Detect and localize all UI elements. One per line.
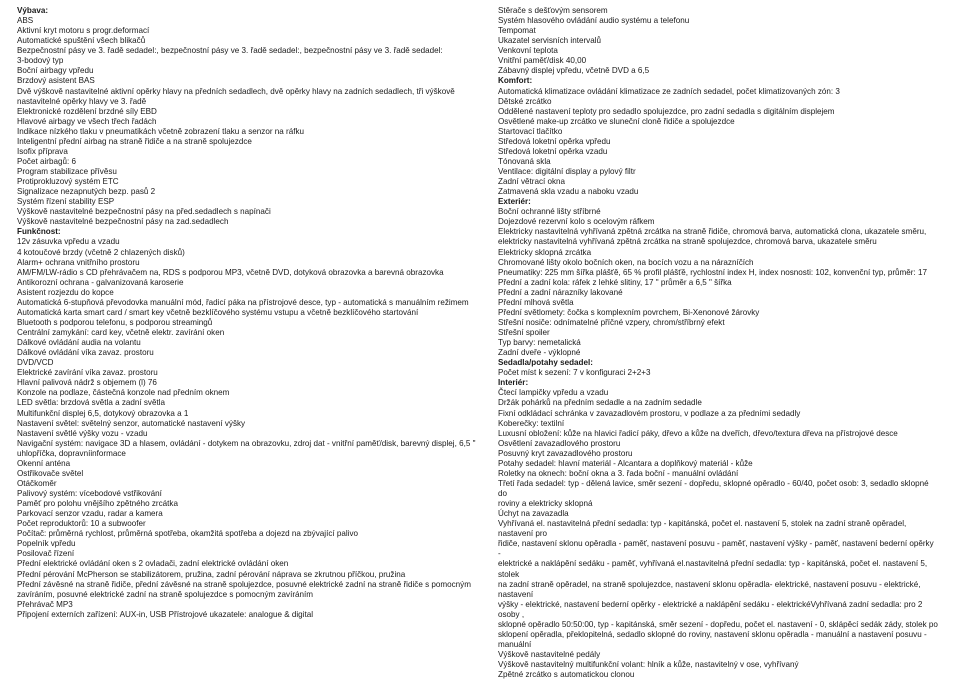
equipment-line: Počet reproduktorů: 10 a subwoofer — [17, 519, 146, 529]
equipment-line: Elektrické zavírání víka zavaz. prostoru — [17, 368, 158, 378]
equipment-line: Paměť pro polohu vnějšího zpětného zrcátka — [17, 499, 178, 509]
equipment-line: Přední mlhová světla — [498, 297, 574, 307]
equipment-line: Elektricky nastavitelná vyhřívaná zpětná zrcátka na straně řidiče, chromová barva, automatická clona, ukazatele směru, — [498, 227, 927, 237]
equipment-line: zavíráním, posuvné elektrické zadní na straně spolujezdce s pomocným zavíráním — [17, 589, 314, 599]
equipment-line: Přehrávač MP3 — [17, 599, 73, 609]
equipment-line: Střešní nosiče: odnímatelné příčné vzpery, chrom/stříbrný efekt — [498, 317, 725, 327]
equipment-line: Počet airbagů: 6 — [17, 156, 76, 166]
equipment-line: Automatická 6-stupňová převodovka manuální mód, řadicí páka na přístrojové desce, typ - automatická s manuálním režimem — [17, 297, 469, 307]
equipment-line: Tónovaná skla — [498, 156, 551, 166]
equipment-line: roviny a elektricky sklopná — [498, 499, 593, 509]
equipment-column-left — [17, 6, 477, 620]
equipment-line: Koberečky: textilní — [498, 418, 565, 428]
equipment-line: Bezpečnostní pásy ve 3. řadě sedadel:, bezpečnostní pásy ve 3. řadě sedadel:, bezpečnostní pásy ve 3. řadě sedadel: — [17, 46, 443, 56]
equipment-line: Výškově nastavitelné bezpečnostní pásy na zad.sedadlech — [17, 217, 229, 227]
equipment-line: Typ barvy: nemetalická — [498, 338, 581, 348]
equipment-line: Program stabilizace přívěsu — [17, 167, 117, 176]
equipment-line: Střešní spoiler — [498, 328, 550, 337]
equipment-line: Stěrače s dešťovým sensorem — [498, 6, 608, 15]
equipment-line: Indikace nízkého tlaku v pneumatikách včetně zobrazení tlaku a senzor na ráfku — [17, 126, 305, 136]
equipment-line: Inteligentní přední airbag na straně řidiče a na straně spolujezdce — [17, 136, 252, 146]
equipment-line: Okenní anténa — [17, 458, 71, 468]
equipment-line: Dálkové ovládání víka zavaz. prostoru — [17, 348, 154, 358]
equipment-line: Antikorozní ochrana - galvanizovaná karoserie — [17, 277, 184, 287]
equipment-line: Úchyt na zavazadla — [498, 509, 569, 519]
equipment-line: Přední a zadní kola: ráfek z lehké slitiny, 17 " průměr a 6,5 " šířka — [498, 277, 732, 287]
equipment-line: Palivový systém: vícebodové vstřikování — [17, 489, 162, 498]
equipment-line: Navigační systém: navigace 3D a hlasem, ovládání - dotykem na obrazovku, zdroj dat - vnitřní paměť/disk, barevný displej, 6,5 " — [17, 438, 476, 448]
equipment-line: Systém hlasového ovládání audio systému a telefonu — [498, 16, 690, 26]
equipment-line: elektrické a naklápění sedáku - paměť, vyhřívaná el.nastavitelná přední sedadla: typ - kapitánská, počet el. nastavení 5, stolek — [498, 559, 928, 579]
equipment-line: Zpětné zrcátko s automatickou clonou — [498, 670, 635, 680]
equipment-line: Přední závěsné na straně řidiče, přední závěsné na straně spolujezdce, posuvné elektrické zadní na straně řidiče s pomocným — [17, 579, 471, 589]
equipment-line: Tempomat — [498, 26, 536, 36]
equipment-line: Konzole na podlaze, částečná konzole nad předním oknem — [17, 388, 230, 398]
section-heading: Funkčnost: — [17, 227, 61, 237]
equipment-line: Dojezdové rezervní kolo s ocelovým ráfkem — [498, 217, 655, 227]
equipment-line: Dětské zrcátko — [498, 96, 552, 106]
equipment-line: Přední pérování McPherson se stabilizátorem, pružina, zadní pérování náprava se zkrutnou příčkou, pružina — [17, 569, 406, 579]
equipment-line: Signalizace nezapnutých bezp. pasů 2 — [17, 187, 156, 197]
equipment-line: na zadní straně opěradel, na straně spolujezdce, nastavení sklonu opěradla- elektrické, nastavení posuvu - elektrické, nastavení — [498, 579, 921, 599]
equipment-line: LED světla: brzdová světla a zadní světla — [17, 398, 166, 408]
equipment-line: Zadní větrací okna — [498, 177, 566, 187]
equipment-line: Venkovní teplota — [498, 46, 558, 56]
equipment-line: Dvě výškově nastavitelné aktivní opěrky hlavy na předních sedadlech, dvě opěrky hlavy na zadních sedadlech, tři výškově — [17, 86, 455, 96]
equipment-line: Protiprokluzový systém ETC — [17, 177, 119, 187]
equipment-line: Startovací tlačítko — [498, 126, 563, 136]
equipment-line: Ventilace: digitální display a pylový filtr — [498, 167, 636, 176]
equipment-line: Zatmavená skla vzadu a naboku vzadu — [498, 187, 639, 197]
equipment-line: Oddělené nastavení teploty pro sedadlo spolujezdce, pro zadní sedadla s digitálním displejem — [498, 106, 835, 116]
equipment-line: Připojení externích zařízení: AUX-in, USB Přístrojové ukazatele: analogue & digital — [17, 609, 314, 619]
equipment-line: Zadní dveře - výklopné — [498, 348, 581, 358]
equipment-line: Potahy sedadel: hlavní materiál - Alcantara a doplňkový materiál - kůže — [498, 458, 753, 468]
equipment-line: Luxusní obložení: kůže na hlavici řadicí páky, dřevo a kůže na dveřích, dřevo/textura dřeva na přístrojové desce — [498, 428, 898, 438]
equipment-line: Hlavní palivová nádrž s objemem (l) 76 — [17, 378, 157, 388]
equipment-line: Osvětlení zavazadlového prostoru — [498, 438, 621, 448]
equipment-line: řidiče, nastavení sklonu opěradla - paměť, nastavení posuvu - paměť, nastavení výšky - paměť, nastavení bederní opěrky - — [498, 539, 934, 559]
equipment-line: Počítač: průměrná rychlost, průměrná spotřeba, okamžitá spotřeba a dojezd na zbývající palivo — [17, 529, 359, 539]
equipment-line: Zábavný displej vpředu, včetně DVD a 6,5 — [498, 66, 650, 76]
equipment-line: Popelník vpředu — [17, 539, 76, 549]
equipment-line: Centrální zamykání: card key, včetně elektr. zavírání oken — [17, 328, 225, 337]
equipment-line: Posuvný kryt zavazadlového prostoru — [498, 448, 633, 458]
equipment-line: Osvětlené make-up zrcátko ve sluneční cloně řidiče a spolujezdce — [498, 116, 735, 126]
equipment-column-right — [498, 6, 938, 680]
equipment-line: Systém řízení stability ESP — [17, 197, 115, 207]
equipment-line: AM/FM/LW-rádio s CD přehrávačem na, RDS s podporou MP3, včetně DVD, dotyková obrazovka a barevná obrazovka — [17, 267, 444, 277]
equipment-line: Boční ochranné lišty stříbrné — [498, 207, 601, 217]
equipment-line: Automatické spuštění všech blikačů — [17, 36, 146, 46]
equipment-line: Přední a zadní nárazníky lakované — [498, 287, 623, 297]
equipment-line: Třetí řada sedadel: typ - dělená lavice, směr sezení - dopředu, sklopné opěradlo - 60/40, počet osob: 3, sedadlo sklopné do — [498, 478, 929, 498]
equipment-line: Nastavení světel: světelný senzor, automatické nastavení výšky — [17, 418, 246, 428]
equipment-line: Pneumatiky: 225 mm šířka plášťě, 65 % profil plášťě, rychlostní index H, index nosnosti: 102, konvenční typ, průměr: 17 — [498, 267, 927, 277]
equipment-line: Aktivní kryt motoru s progr.deformací — [17, 26, 150, 36]
equipment-line: Přední světlomety: čočka s komplexním povrchem, Bi-Xenonové žárovky — [498, 307, 760, 317]
equipment-line: Držák pohárků na předním sedadle a na zadním sedadle — [498, 398, 702, 408]
equipment-line: uhlopříčka, dopravníinformace — [17, 448, 126, 458]
equipment-line: Vnitřní paměť/disk 40,00 — [498, 56, 587, 66]
equipment-line: Otáčkoměr — [17, 478, 57, 488]
equipment-line: Parkovací senzor vzadu, radar a kamera — [17, 509, 163, 519]
equipment-line: Asistent rozjezdu do kopce — [17, 287, 114, 297]
equipment-line: Roletky na oknech: boční okna a 3. řada boční - manuální ovládání — [498, 468, 739, 478]
equipment-line: Dálkové ovládání audia na volantu — [17, 338, 141, 348]
equipment-line: Výškově nastavitelné pedály — [498, 650, 601, 659]
section-heading: Interiér: — [498, 378, 529, 388]
section-heading: Výbava: — [17, 6, 49, 15]
equipment-line: Čtecí lampičky vpředu a vzadu — [498, 388, 609, 398]
section-heading: Komfort: — [498, 76, 533, 86]
equipment-line: sklopení opěradla, překlopitelná, sedadlo sklopné do roviny, nastavení sklonu opěradla - manuální a nastavení posuvu - — [498, 629, 927, 639]
equipment-line: Výškově nastavitelný multifunkční volant: hlník a kůže, nastavitelný v ose, vyhřívaný — [498, 660, 799, 670]
equipment-line: 3-bodový typ — [17, 56, 64, 66]
equipment-line: Automatická klimatizace ovládání klimatizace ze zadních sedadel, počet klimatizovaných zón: 3 — [498, 86, 840, 96]
equipment-line: Nastavení světlé výšky vozu - vzadu — [17, 428, 148, 438]
equipment-line: Vyhřívaná el. nastavitelná přední sedadla: typ - kapitánská, počet el. nastavení 5, stolek na zadní straně opěradel, nastavení pro — [498, 519, 907, 539]
equipment-line: Elektricky sklopná zrcátka — [498, 247, 592, 257]
equipment-line: Přední elektrické ovládání oken s 2 ovladači, zadní elektrické ovládání oken — [17, 559, 289, 569]
equipment-line: Posilovač řízení — [17, 549, 75, 559]
equipment-line: Fixní odkládací schránka v zavazadlovém prostoru, v podlaze a za předními sedadly — [498, 408, 801, 418]
equipment-line: sklopné opěradlo 50:50:00, typ - kapitánská, směr sezení - dopředu, počet el. nastavení - 0, sklápěcí sedák zády, stolek po — [498, 619, 938, 629]
equipment-line: Elektronické rozdělení brzdné síly EBD — [17, 106, 157, 116]
equipment-line: Brzdový asistent BAS — [17, 76, 95, 86]
equipment-line: Středová loketní opěrka vpředu — [498, 136, 611, 146]
equipment-line: Ostřikovače světel — [17, 468, 84, 478]
equipment-line: Středová loketní opěrka vzadu — [498, 146, 608, 156]
equipment-line: Výškově nastavitelné bezpečnostní pásy na před.sedadlech s napínači — [17, 207, 271, 217]
equipment-line: Chromované lišty okolo bočních oken, na bocích vozu a na nárazníčích — [498, 257, 754, 267]
equipment-line: výšky - elektrické, nastavení bederní opěrky - elektrické a naklápění sedáku - elektrickéVyhřívaná zadní sedadla: pro 2 osoby , — [498, 599, 923, 619]
equipment-line: ABS — [17, 16, 34, 26]
equipment-line: elektricky nastavitelná vyhřívaná zpětná zrcátka na straně spolujezdce, chromová barva, ukazatele směru — [498, 237, 877, 247]
equipment-line: nastavitelné opěrky hlavy ve 3. řadě — [17, 96, 147, 106]
equipment-line: Alarm+ ochrana vnitřního prostoru — [17, 257, 140, 267]
equipment-line: Ukazatel servisních intervalů — [498, 36, 602, 46]
equipment-line: Boční airbagy vpředu — [17, 66, 94, 76]
equipment-line: Hlavové airbagy ve všech třech řadách — [17, 116, 157, 126]
equipment-line: 4 kotoučové brzdy (včetně 2 chlazených disků) — [17, 247, 185, 257]
equipment-line: Počet míst k sezení: 7 v konfiguraci 2+2+3 — [498, 368, 651, 378]
equipment-line: Isofix příprava — [17, 146, 68, 156]
section-heading: Exteriér: — [498, 197, 531, 207]
equipment-line: Bluetooth s podporou telefonu, s podporou streamingů — [17, 317, 213, 327]
equipment-line: DVD/VCD — [17, 358, 54, 368]
section-heading: Sedadla/potahy sedadel: — [498, 358, 593, 368]
equipment-line: manuální — [498, 639, 532, 649]
equipment-line: 12v zásuvka vpředu a vzadu — [17, 237, 120, 247]
equipment-line: Multifunkční displej 6,5, dotykový obrazovka a 1 — [17, 408, 189, 418]
equipment-line: Automatická karta smart card / smart key včetně bezklíčového systému vstupu a včetně bezklíčového startování — [17, 307, 419, 317]
